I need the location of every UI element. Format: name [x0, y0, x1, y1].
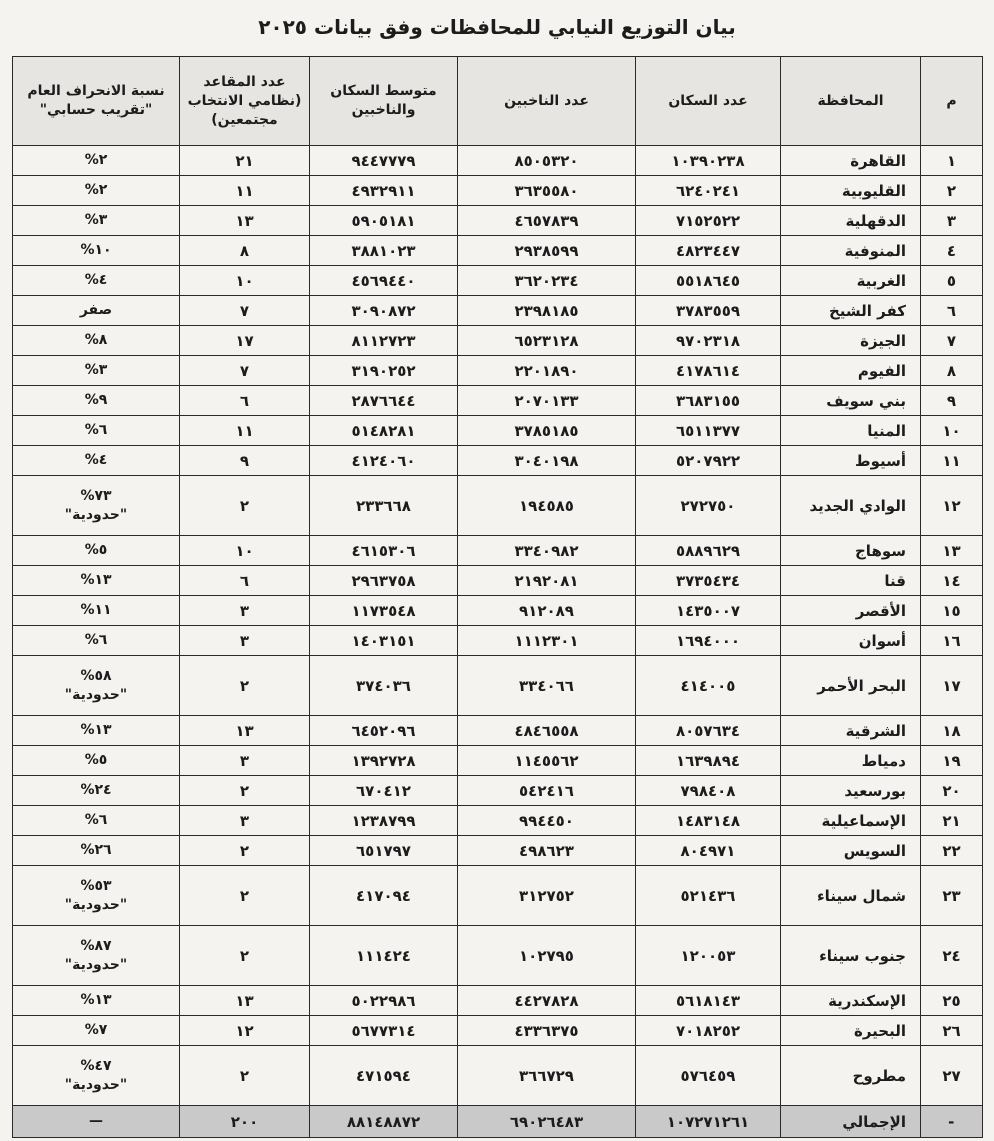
deviation-note: "حدودية"	[64, 506, 128, 523]
deviation-percent: ٦%	[84, 632, 108, 648]
seats-value: ٦	[180, 386, 310, 416]
deviation-percent: —	[89, 1113, 103, 1129]
row-index: ١٩	[921, 746, 983, 776]
row-index: ٢٠	[921, 776, 983, 806]
deviation-value	[13, 176, 180, 206]
average-value: ١٢٣٨٧٩٩	[310, 806, 458, 836]
table-row	[13, 776, 983, 806]
header-voters: عدد الناخبين	[458, 57, 636, 146]
row-index: ١٧	[921, 656, 983, 716]
deviation-percent: ٤٧%	[80, 1057, 112, 1074]
average-value: ٥١٤٨٢٨١	[310, 416, 458, 446]
deviation-value	[13, 596, 180, 626]
governorate-name: القاهرة	[781, 146, 921, 176]
governorate-name: بورسعيد	[781, 776, 921, 806]
voters-value: ٤٤٢٧٨٢٨	[458, 986, 636, 1016]
population-value: ٧٠١٨٢٥٢	[636, 1016, 781, 1046]
population-value: ٥٧٦٤٥٩	[636, 1046, 781, 1106]
seats-value: ١١	[180, 176, 310, 206]
document-title: بيان التوزيع النيابي للمحافظات وفق بيانات ٢٠٢٥	[258, 15, 736, 39]
voters-value: ٦٩٠٢٦٤٨٣	[458, 1106, 636, 1138]
governorate-name: كفر الشيخ	[781, 296, 921, 326]
deviation-value	[13, 806, 180, 836]
deviation-note: "حدودية"	[64, 686, 128, 703]
deviation-value	[13, 866, 180, 926]
deviation-percent: ٧٣%	[80, 487, 112, 504]
voters-value: ٣٠٤٠١٩٨	[458, 446, 636, 476]
voters-value: ٢٩٣٨٥٩٩	[458, 236, 636, 266]
average-value: ٦٧٠٤١٢	[310, 776, 458, 806]
population-value: ١٤٨٣١٤٨	[636, 806, 781, 836]
population-value: ٣٧٣٥٤٣٤	[636, 566, 781, 596]
governorate-name: سوهاج	[781, 536, 921, 566]
average-value: ٩٤٤٧٧٧٩	[310, 146, 458, 176]
deviation-note: "حدودية"	[64, 956, 128, 973]
seats-value: ٢	[180, 656, 310, 716]
voters-value: ٢٣٩٨١٨٥	[458, 296, 636, 326]
deviation-value	[13, 776, 180, 806]
voters-value: ٤٣٣٦٣٧٥	[458, 1016, 636, 1046]
row-index: ١٢	[921, 476, 983, 536]
table-row	[13, 416, 983, 446]
deviation-percent: ٣%	[84, 362, 108, 378]
deviation-note: "حدودية"	[64, 1076, 128, 1093]
voters-value: ٣٣٤٠٦٦	[458, 656, 636, 716]
deviation-value	[13, 356, 180, 386]
deviation-percent: ١١%	[80, 602, 112, 618]
population-value: ٧١٥٢٥٢٢	[636, 206, 781, 236]
population-value: ٩٧٠٢٣١٨	[636, 326, 781, 356]
population-value: ١٠٧٢٧١٢٦١	[636, 1106, 781, 1138]
governorate-name: الغربية	[781, 266, 921, 296]
deviation-percent: ٤%	[84, 272, 108, 288]
deviation-percent: ٥٣%	[80, 877, 112, 894]
population-value: ٥٢١٤٣٦	[636, 866, 781, 926]
table-row	[13, 446, 983, 476]
seats-value: ٨	[180, 236, 310, 266]
seats-value: ١٧	[180, 326, 310, 356]
governorate-name: الأقصر	[781, 596, 921, 626]
deviation-value	[13, 146, 180, 176]
deviation-percent: ٣%	[84, 212, 108, 228]
table-row	[13, 536, 983, 566]
deviation-percent: ١٣%	[80, 572, 112, 588]
voters-value: ٩٩٤٤٥٠	[458, 806, 636, 836]
population-value: ٣٧٨٣٥٥٩	[636, 296, 781, 326]
deviation-value	[13, 476, 180, 536]
governorate-name: دمياط	[781, 746, 921, 776]
row-index: ٩	[921, 386, 983, 416]
population-value: ١٠٣٩٠٢٣٨	[636, 146, 781, 176]
average-value: ١٤٠٣١٥١	[310, 626, 458, 656]
average-value: ٣١٩٠٢٥٢	[310, 356, 458, 386]
row-index: ٧	[921, 326, 983, 356]
table-row	[13, 356, 983, 386]
population-value: ١٦٩٤٠٠٠	[636, 626, 781, 656]
deviation-value	[13, 716, 180, 746]
deviation-percent: ٢٦%	[80, 842, 112, 858]
row-index: ٢٣	[921, 866, 983, 926]
seats-value: ٢	[180, 926, 310, 986]
population-value: ٥٦١٨١٤٣	[636, 986, 781, 1016]
deviation-percent: ٨٧%	[80, 937, 112, 954]
average-value: ٨٨١٤٨٨٧٢	[310, 1106, 458, 1138]
deviation-value	[13, 266, 180, 296]
governorate-name: القليوبية	[781, 176, 921, 206]
seats-value: ١٠	[180, 536, 310, 566]
voters-value: ٣٦٢٠٢٣٤	[458, 266, 636, 296]
seats-value: ٧	[180, 356, 310, 386]
average-value: ٤٩٣٢٩١١	[310, 176, 458, 206]
voters-value: ٣٦٣٥٥٨٠	[458, 176, 636, 206]
seats-value: ٢	[180, 836, 310, 866]
seats-value: ١٣	[180, 206, 310, 236]
governorate-name: الدقهلية	[781, 206, 921, 236]
voters-value: ٥٤٢٤١٦	[458, 776, 636, 806]
average-value: ٤١٧٠٩٤	[310, 866, 458, 926]
population-value: ٧٩٨٤٠٨	[636, 776, 781, 806]
population-value: ٤١٤٠٠٥	[636, 656, 781, 716]
average-value: ٣٠٩٠٨٧٢	[310, 296, 458, 326]
distribution-table	[12, 56, 983, 1138]
deviation-percent: ٧%	[84, 1022, 108, 1038]
voters-value: ٣١٢٧٥٢	[458, 866, 636, 926]
deviation-value	[13, 416, 180, 446]
governorate-name: أسيوط	[781, 446, 921, 476]
voters-value: ٨٥٠٥٣٢٠	[458, 146, 636, 176]
row-index: ٢٢	[921, 836, 983, 866]
deviation-percent: ٦%	[84, 422, 108, 438]
voters-value: ١٩٤٥٨٥	[458, 476, 636, 536]
table-row	[13, 206, 983, 236]
row-index: ٢٥	[921, 986, 983, 1016]
deviation-value	[13, 836, 180, 866]
deviation-value	[13, 326, 180, 356]
table-row	[13, 386, 983, 416]
governorate-name: مطروح	[781, 1046, 921, 1106]
seats-value: ١٢	[180, 1016, 310, 1046]
population-value: ١٦٣٩٨٩٤	[636, 746, 781, 776]
deviation-percent: ٥%	[84, 752, 108, 768]
voters-value: ٣٧٨٥١٨٥	[458, 416, 636, 446]
row-index: ٣	[921, 206, 983, 236]
seats-value: ١٣	[180, 716, 310, 746]
average-value: ٦٤٥٢٠٩٦	[310, 716, 458, 746]
population-value: ٥٥١٨٦٤٥	[636, 266, 781, 296]
table-row	[13, 296, 983, 326]
governorate-name: المنوفية	[781, 236, 921, 266]
average-value: ٣٨٨١٠٢٣	[310, 236, 458, 266]
voters-value: ٩١٢٠٨٩	[458, 596, 636, 626]
population-value: ٢٧٢٧٥٠	[636, 476, 781, 536]
average-value: ٥٩٠٥١٨١	[310, 206, 458, 236]
row-index: ٢١	[921, 806, 983, 836]
deviation-percent: ١٠%	[80, 242, 112, 258]
voters-value: ٢١٩٢٠٨١	[458, 566, 636, 596]
population-value: ٥٨٨٩٦٢٩	[636, 536, 781, 566]
voters-value: ٣٦٦٧٢٩	[458, 1046, 636, 1106]
header-governorate: المحافظة	[781, 57, 921, 146]
voters-value: ٤٨٤٦٥٥٨	[458, 716, 636, 746]
row-index: ٨	[921, 356, 983, 386]
seats-value: ٢	[180, 776, 310, 806]
header-population: عدد السكان	[636, 57, 781, 146]
row-index: ٥	[921, 266, 983, 296]
deviation-percent: ١٣%	[80, 722, 112, 738]
header-index: م	[921, 57, 983, 146]
seats-value: ٢	[180, 1046, 310, 1106]
average-value: ١١٧٣٥٤٨	[310, 596, 458, 626]
deviation-value	[13, 536, 180, 566]
table-row	[13, 716, 983, 746]
average-value: ٢٩٦٣٧٥٨	[310, 566, 458, 596]
average-value: ٤٧١٥٩٤	[310, 1046, 458, 1106]
voters-value: ٤٩٨٦٢٣	[458, 836, 636, 866]
deviation-value	[13, 386, 180, 416]
row-index: ٦	[921, 296, 983, 326]
population-value: ٦٥١١٣٧٧	[636, 416, 781, 446]
governorate-name: جنوب سيناء	[781, 926, 921, 986]
seats-value: ٩	[180, 446, 310, 476]
deviation-percent: ١٣%	[80, 992, 112, 1008]
table-row	[13, 236, 983, 266]
row-index: -	[921, 1106, 983, 1138]
deviation-percent: ٦%	[84, 812, 108, 828]
row-index: ١١	[921, 446, 983, 476]
table-row	[13, 986, 983, 1016]
deviation-value	[13, 446, 180, 476]
row-index: ١٦	[921, 626, 983, 656]
row-index: ٤	[921, 236, 983, 266]
row-index: ٢٧	[921, 1046, 983, 1106]
table-row	[13, 836, 983, 866]
deviation-value	[13, 1016, 180, 1046]
deviation-percent: صفر	[79, 302, 113, 318]
deviation-percent: ٢%	[84, 182, 108, 198]
voters-value: ٢٢٠١٨٩٠	[458, 356, 636, 386]
table-row	[13, 326, 983, 356]
governorate-name: شمال سيناء	[781, 866, 921, 926]
voters-value: ١١٤٥٥٦٢	[458, 746, 636, 776]
average-value: ٤٦١٥٣٠٦	[310, 536, 458, 566]
deviation-value	[13, 206, 180, 236]
deviation-value	[13, 1046, 180, 1106]
governorate-name: السويس	[781, 836, 921, 866]
governorate-name: الوادي الجديد	[781, 476, 921, 536]
governorate-name: الشرقية	[781, 716, 921, 746]
table-row	[13, 926, 983, 986]
header-row	[13, 57, 983, 146]
deviation-value	[13, 986, 180, 1016]
seats-value: ١٣	[180, 986, 310, 1016]
voters-value: ٤٦٥٧٨٣٩	[458, 206, 636, 236]
seats-value: ١١	[180, 416, 310, 446]
table-row	[13, 626, 983, 656]
seats-value: ٢	[180, 476, 310, 536]
deviation-value	[13, 1106, 180, 1138]
governorate-name: بني سويف	[781, 386, 921, 416]
seats-value: ٦	[180, 566, 310, 596]
row-index: ١٥	[921, 596, 983, 626]
deviation-value	[13, 656, 180, 716]
average-value: ٢٣٣٦٦٨	[310, 476, 458, 536]
deviation-percent: ٨%	[84, 332, 108, 348]
governorate-name: البحيرة	[781, 1016, 921, 1046]
table-row	[13, 656, 983, 716]
voters-value: ١١١٢٣٠١	[458, 626, 636, 656]
table-row	[13, 746, 983, 776]
table-row	[13, 806, 983, 836]
deviation-value	[13, 566, 180, 596]
seats-value: ٢	[180, 866, 310, 926]
governorate-name: البحر الأحمر	[781, 656, 921, 716]
average-value: ٥٦٧٧٣١٤	[310, 1016, 458, 1046]
table-row	[13, 266, 983, 296]
average-value: ٨١١٢٧٢٣	[310, 326, 458, 356]
average-value: ٤٥٦٩٤٤٠	[310, 266, 458, 296]
deviation-percent: ٩%	[84, 392, 108, 408]
deviation-value	[13, 236, 180, 266]
average-value: ٥٠٢٢٩٨٦	[310, 986, 458, 1016]
population-value: ٨٠٤٩٧١	[636, 836, 781, 866]
header-seats: عدد المقاعد (نظامي الانتخاب مجتمعين)	[180, 57, 310, 146]
table-row	[13, 596, 983, 626]
population-value: ٤٨٢٣٤٤٧	[636, 236, 781, 266]
table-body	[13, 146, 983, 1138]
table-row	[13, 146, 983, 176]
row-index: ٢	[921, 176, 983, 206]
voters-value: ٢٠٧٠١٣٣	[458, 386, 636, 416]
population-value: ١٤٣٥٠٠٧	[636, 596, 781, 626]
total-row	[13, 1106, 983, 1138]
population-value: ٥٢٠٧٩٢٢	[636, 446, 781, 476]
population-value: ٤١٧٨٦١٤	[636, 356, 781, 386]
governorate-name: الفيوم	[781, 356, 921, 386]
average-value: ٣٧٤٠٣٦	[310, 656, 458, 716]
row-index: ٢٤	[921, 926, 983, 986]
governorate-name: المنيا	[781, 416, 921, 446]
voters-value: ٣٣٤٠٩٨٢	[458, 536, 636, 566]
deviation-percent: ٤%	[84, 452, 108, 468]
row-index: ١٣	[921, 536, 983, 566]
average-value: ٤١٢٤٠٦٠	[310, 446, 458, 476]
average-value: ٦٥١٧٩٧	[310, 836, 458, 866]
voters-value: ١٠٢٧٩٥	[458, 926, 636, 986]
governorate-name: أسوان	[781, 626, 921, 656]
table-row	[13, 566, 983, 596]
row-index: ٢٦	[921, 1016, 983, 1046]
deviation-value	[13, 296, 180, 326]
seats-value: ٢٠٠	[180, 1106, 310, 1138]
deviation-percent: ٥%	[84, 542, 108, 558]
row-index: ١	[921, 146, 983, 176]
seats-value: ٧	[180, 296, 310, 326]
governorate-name: الإسكندرية	[781, 986, 921, 1016]
seats-value: ١٠	[180, 266, 310, 296]
deviation-percent: ٥٨%	[80, 667, 112, 684]
population-value: ٦٢٤٠٢٤١	[636, 176, 781, 206]
table-row	[13, 1046, 983, 1106]
deviation-percent: ٢%	[84, 152, 108, 168]
table-row	[13, 866, 983, 926]
population-value: ٨٠٥٧٦٣٤	[636, 716, 781, 746]
row-index: ١٤	[921, 566, 983, 596]
deviation-note: "حدودية"	[64, 896, 128, 913]
voters-value: ٦٥٢٣١٢٨	[458, 326, 636, 356]
table-row	[13, 176, 983, 206]
average-value: ٢٨٧٦٦٤٤	[310, 386, 458, 416]
governorate-name: الإسماعيلية	[781, 806, 921, 836]
average-value: ١١١٤٢٤	[310, 926, 458, 986]
governorate-name: الجيزة	[781, 326, 921, 356]
deviation-value	[13, 626, 180, 656]
row-index: ١٨	[921, 716, 983, 746]
seats-value: ٣	[180, 596, 310, 626]
table-row	[13, 1016, 983, 1046]
seats-value: ٣	[180, 806, 310, 836]
seats-value: ٣	[180, 746, 310, 776]
average-value: ١٣٩٢٧٢٨	[310, 746, 458, 776]
table-row	[13, 476, 983, 536]
deviation-percent: ٢٤%	[80, 782, 112, 798]
deviation-value	[13, 746, 180, 776]
row-index: ١٠	[921, 416, 983, 446]
governorate-name: الإجمالي	[781, 1106, 921, 1138]
header-deviation: نسبة الانحراف العام "تقريب حسابي"	[13, 57, 180, 146]
seats-value: ٢١	[180, 146, 310, 176]
governorate-name: قنا	[781, 566, 921, 596]
seats-value: ٣	[180, 626, 310, 656]
population-value: ٣٦٨٣١٥٥	[636, 386, 781, 416]
population-value: ١٢٠٠٥٣	[636, 926, 781, 986]
header-average: متوسط السكان والناخبين	[310, 57, 458, 146]
deviation-value	[13, 926, 180, 986]
